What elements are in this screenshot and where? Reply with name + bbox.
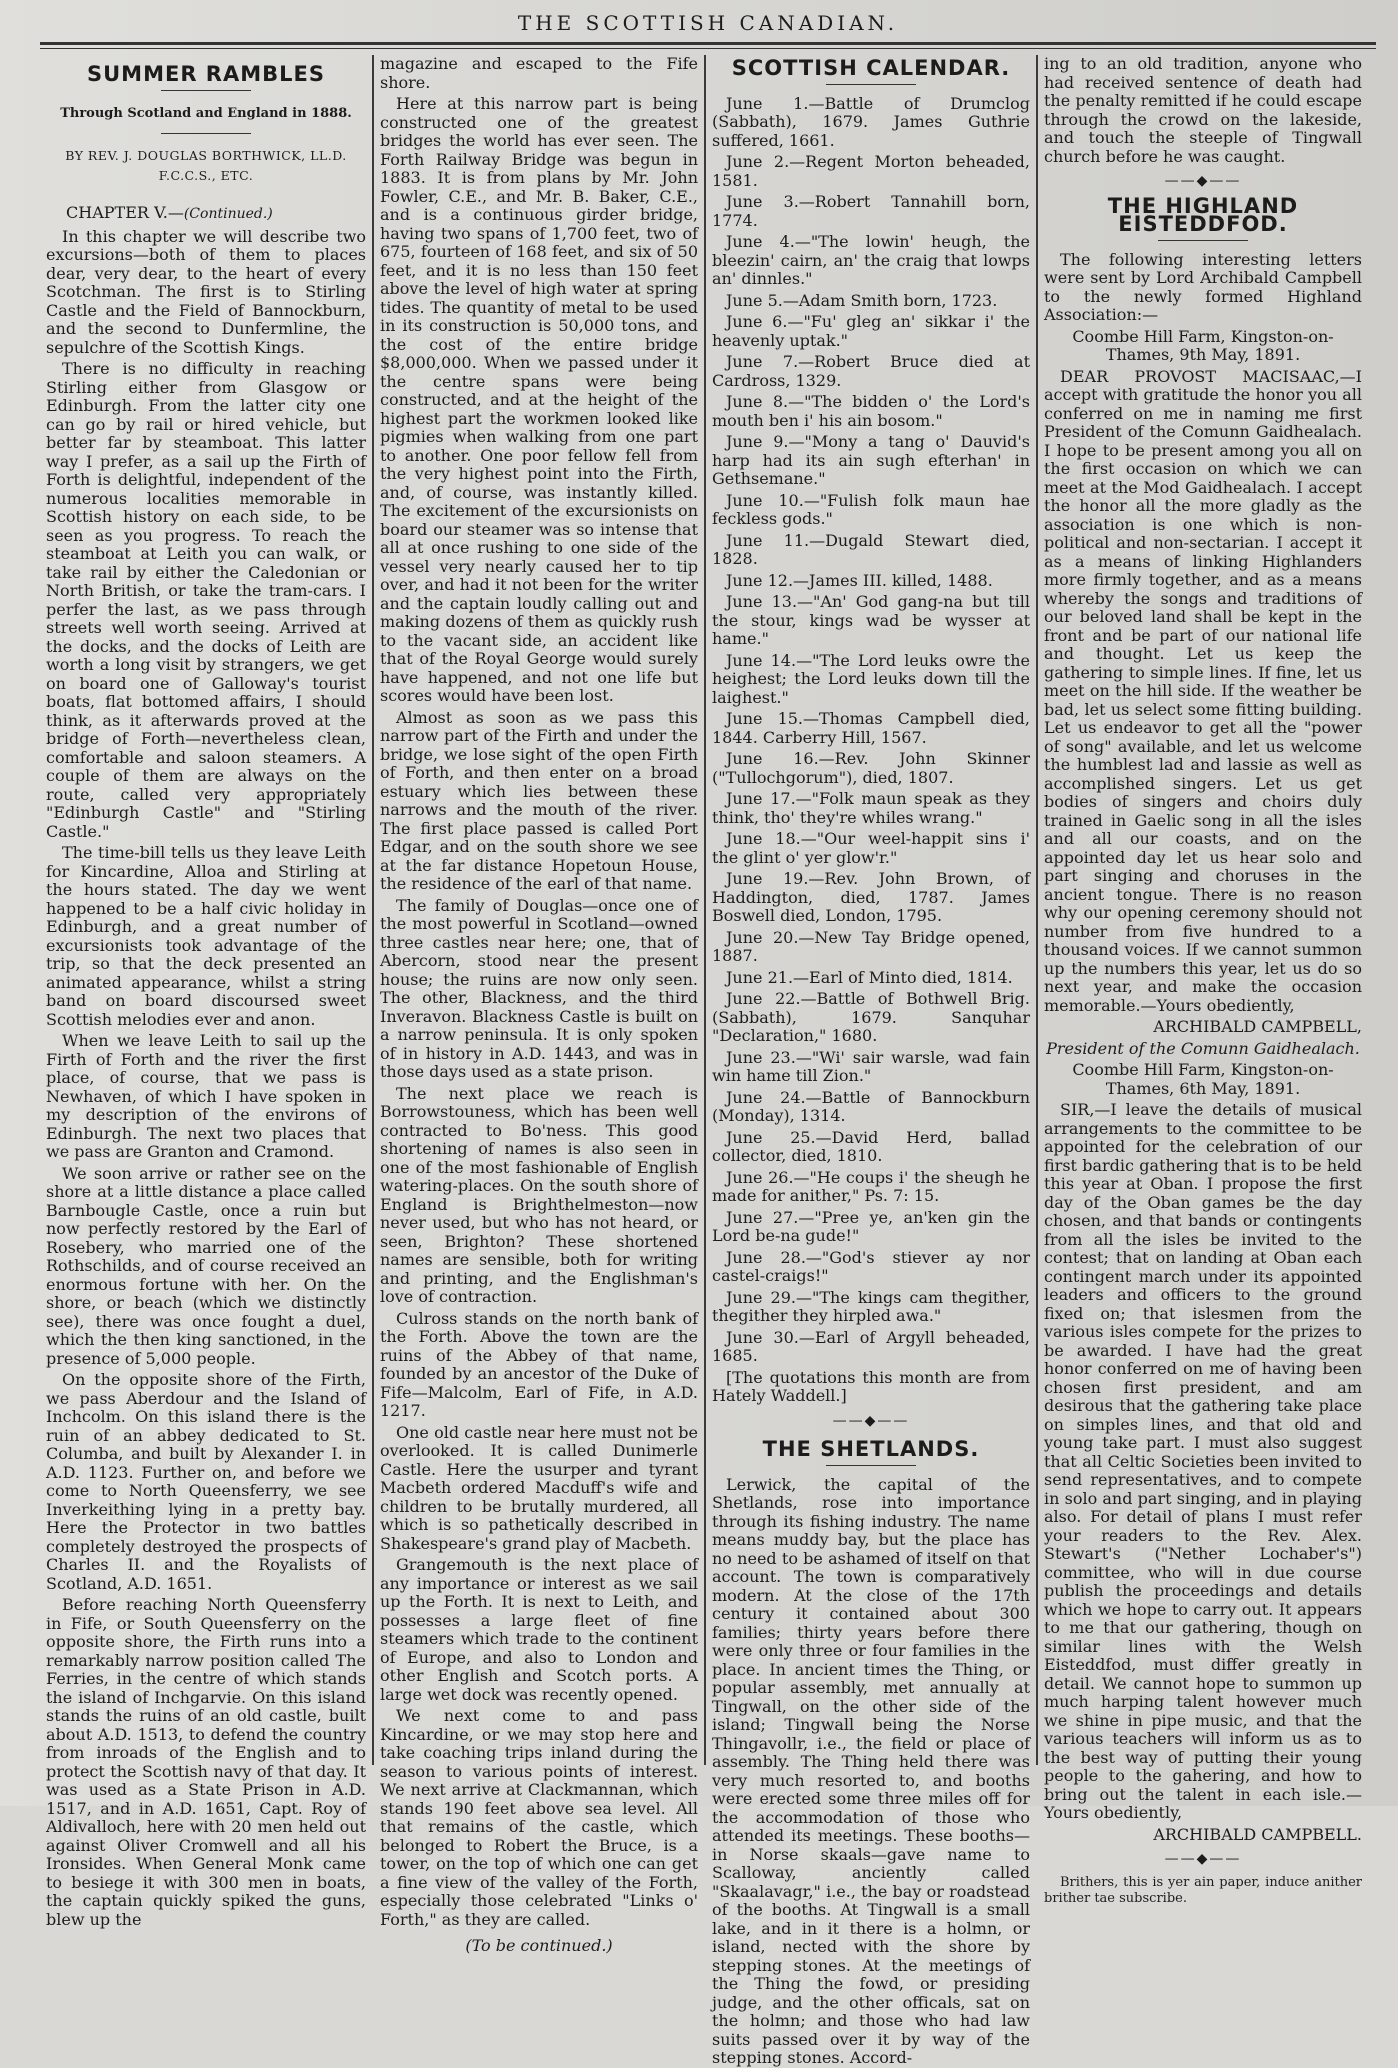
calendar-entry: June 7.—Robert Bruce died at Cardross, 1329. bbox=[712, 352, 1030, 390]
shetlands-title: THE SHETLANDS. bbox=[762, 1437, 980, 1461]
calendar-entry: June 24.—Battle of Bannockburn (Monday), 1314. bbox=[712, 1087, 1030, 1125]
calendar-entry: June 30.—Earl of Argyll beheaded, 1685. bbox=[712, 1327, 1030, 1365]
calendar-entry: June 21.—Earl of Minto died, 1814. bbox=[726, 967, 1013, 987]
signature-title: President of the Comunn Gaidhealach. bbox=[1046, 1038, 1360, 1058]
calendar-title: SCOTTISH CALENDAR. bbox=[731, 56, 1011, 80]
columns bbox=[40, 54, 1376, 2067]
calendar-note: [The quotations this month are from Hately Waddell.] bbox=[712, 1367, 1030, 1405]
rambles-paragraph: The family of Douglas—once one of the most powerful in Scotland—owned three castles near here; one, that of Abercorn, stood near the present house; the ruins are now only seen. The other, Blackness, and the third Inveravon. Blackness Castle is built on a narrow peninsula. It is only spoken of in history in A.D. 1443, and was in those days used as a state prison. bbox=[380, 895, 698, 1081]
calendar-entry: June 8.—"The bidden o' the Lord's mouth ben i' his ain bosom." bbox=[712, 392, 1030, 430]
rambles-paragraph: In this chapter we will describe two excursions—both of them to places dear, very dear, to the heart of every Scotchman. The first is to Stirling Castle and the Field of Bannockburn, and the second to Dunfermline, the sepulchre of the Scottish Kings. bbox=[46, 226, 366, 357]
rambles-paragraph: On the opposite shore of the Firth, we pass Aberdour and the Island of Inchcolm. On this island there is the ruin of an abbey dedicated to St. Columba, and built by Alexander I. in A.D. 1123. Further on, and before we come to North Queensferry, we see Inverkeithing lying in a pretty bay. Here the Protector in two battles completely destroyed the prospects of Charles II. and the Royalists of Scotland, A.D. 1651. bbox=[46, 1370, 366, 1593]
rambles-paragraph: One old castle near here must not be overlooked. It is called Dunimerle Castle. Here the usurper and tyrant Macbeth ordered Macduff's wife and children to be brutally murdered, all which is so pathetically described in Shakespeare's grand play of Macbeth. bbox=[380, 1422, 698, 1553]
eisteddfod-title: THE HIGHLAND EISTEDDFOD. bbox=[1107, 193, 1299, 236]
eisteddfod-intro: The following interesting letters were sent by Lord Archibald Campbell to the newly formed Highland Association:— bbox=[1044, 249, 1362, 324]
letter-address: Coombe Hill Farm, Kingston-on-Thames, 9th May, 1891. bbox=[1072, 326, 1334, 364]
calendar-entry: June 18.—"Our weel-happit sins i' the glint o' yer glow'r." bbox=[712, 829, 1030, 867]
rambles-subtitle: Through Scotland and England in 1888. bbox=[60, 105, 352, 121]
rambles-paragraph: Here at this narrow part is being constructed one of the greatest bridges the world has ever seen. The Forth Railway Bridge was begun in 1883. It is from plans by Mr. John Fowler, C.E., and Mr. B. Baker, C.E., and is a continuous girder bridge, having two spans of 1,700 feet, two of 675, fourteen of 168 feet, and six of 50 feet, and it is no less than 150 feet above the level of high water at spring tides. The quantity of metal to be used in its construction is 50,000 tons, and the cost of the entire bridge $8,000,000. When we passed under it the centre spans were being constructed, and at the height of the highest part the workmen looked like pigmies when walking from one part to another. One poor fellow fell from the very highest point into the Firth, and, of course, was instantly killed. The excitement of the excursionists on board our steamer was so intense that all at once rushing to one side of the vessel very nearly caused her to tip over, and had it not been for the writer and the captain loudly calling out and making dozens of them as quickly rush to the vacant side, an accident like that of the Royal George would surely have happened, and not one life but scores would have been lost. bbox=[380, 94, 698, 705]
masthead: THE SCOTTISH CANADIAN. bbox=[517, 11, 899, 35]
column-3 bbox=[704, 55, 1036, 2067]
letter-signature: ARCHIBALD CAMPBELL. bbox=[1153, 1824, 1362, 1844]
calendar-entry: June 22.—Battle of Bothwell Brig. (Sabbath), 1679. Sanquhar "Declaration," 1680. bbox=[712, 989, 1030, 1045]
calendar-entry: June 19.—Rev. John Brown, of Haddington, died, 1787. James Boswell died, London, 1795. bbox=[712, 869, 1030, 925]
calendar-entry: June 10.—"Fulish folk maun hae feckless gods." bbox=[712, 490, 1030, 528]
letter-body: DEAR PROVOST MACISAAC,—I accept with gratitude the honor you all conferred on me in naming me first President of the Comunn Gaidhealach. I hope to be present among you all on the first occasion on which we can meet at the Mod Gaidhealach. I accept the honor all the more gladly as the association is one which is non-political and non-sectarian. I accept it as a means of linking Highlanders more firmly together, and as a means whereby the songs and traditions of our beloved land shall be kept in the front and be part of our national life and thought. Let us keep the gathering to simple lines. If fine, let us meet on the hill side. If the weather be bad, let us select some fitting building. Let us endeavor to get all the "power of song" available, and let us welcome the humblest lad and lassie as well as accomplished singers. Let us get bodies of singers and choirs duly trained in Gaelic song in all the isles and all our coasts, and on the appointed day let us hear solo and part singing and choruses in the ancient tongue. There is no reason why our opening ceremony should not number from five hundred to a thousand voices. If we cannot summon up the numbers this year, let us do so next year, and make the occasion memorable.—Yours obediently, bbox=[1044, 366, 1362, 1015]
calendar-entry: June 26.—"He coups i' the sheugh he made for anither," Ps. 7: 15. bbox=[712, 1167, 1030, 1205]
divider bbox=[161, 133, 251, 134]
calendar-entry: June 14.—"The Lord leuks owre the heighest; the Lord leuks down till the laighest." bbox=[712, 650, 1030, 707]
calendar-entry: June 12.—James III. killed, 1488. bbox=[726, 570, 993, 590]
rambles-paragraph: When we leave Leith to sail up the Firth of Forth and the river the first place, of course, that we pass is Newhaven, of which I have spoken in my description of the environs of Edinburgh. The next two places that we pass are Granton and Cramond. bbox=[46, 1031, 366, 1161]
rambles-paragraph: Grangemouth is the next place of any importance or interest as we sail up the Forth. It is next to Leith, and possesses a large fleet of fine steamers which trade to the continent of Europe, and also to London and other English and Scotch ports. A large wet dock was recently opened. bbox=[380, 1555, 698, 1704]
ornament-divider: ——◆—— bbox=[1164, 173, 1242, 189]
rambles-paragraph: Almost as soon as we pass this narrow part of the Firth and under the bridge, we lose sight of the open Firth of Forth, and then enter on a broad estuary which lies between these narrows and the mouth of the river. The first place passed is called Port Edgar, and on the south shore we see at the far distance Hopetoun House, the residence of the earl of that name. bbox=[380, 707, 698, 893]
byline-line-2: F.C.C.S., ETC. bbox=[158, 168, 254, 183]
calendar-entry: June 2.—Regent Morton beheaded, 1581. bbox=[712, 152, 1030, 190]
divider bbox=[1158, 240, 1248, 241]
calendar-entry: June 5.—Adam Smith born, 1723. bbox=[726, 290, 998, 310]
rambles-paragraph: We soon arrive or rather see on the shore at a little distance a place called Barnbougle Castle, once a ruin but now perfectly restored by the Earl of Rosebery, who married one of the Rothschilds, and of course received an enormous fortune with her. On the shore, or beach (which we distinctly see), there was once fought a duel, which the then king sanctioned, in the presence of 5,000 people. bbox=[46, 1163, 366, 1368]
calendar-entry: June 17.—"Folk maun speak as they think, tho' they're whiles wrang." bbox=[712, 789, 1030, 827]
byline-line-1: BY REV. J. DOUGLAS BORTHWICK, LL.D. bbox=[65, 148, 347, 163]
calendar-entry: June 15.—Thomas Campbell died, 1844. Carberry Hill, 1567. bbox=[712, 709, 1030, 747]
calendar-entry: June 16.—Rev. John Skinner ("Tullochgorum"), died, 1807. bbox=[712, 749, 1030, 787]
letter-signature: ARCHIBALD CAMPBELL, bbox=[1153, 1017, 1362, 1036]
letter-address: Coombe Hill Farm, Kingston-on-Thames, 6th May, 1891. bbox=[1072, 1060, 1334, 1098]
rambles-paragraph: Before reaching North Queensferry in Fife, or South Queensferry on the opposite shore, the Firth runs into a remarkably narrow position called The Ferries, in the centre of which stands the island of Inchgarvie. On this island stands the ruins of an old castle, built about A.D. 1513, to defend the country from inroads of the English and to protect the Scottish navy of that day. It was used as a State Prison in A.D. 1517, and in A.D. 1651, Capt. Roy of Aldivalloch, here with 20 men held out against Oliver Cromwell and all his Ironsides. When General Monk came to besiege it with 300 men in boats, the captain quickly spiked the guns, blew up the bbox=[46, 1595, 366, 1929]
shetlands-paragraph: Lerwick, the capital of the Shetlands, rose into importance through its fishing industry. The name means muddy bay, but the place has no need to be ashamed of itself on that account. The town is comparatively modern. At the close of the 17th century it contained about 300 families; thirty years before there were only three or four families in the place. In ancient times the Thing, or popular assembly, met annually at Tingwall, on the other side of the island; Tingwall being the Norse Thingavollr, i.e., the field or place of assembly. The Thing held there was very much resorted to, and booths were erected some three miles off for the accommodation of those who attended its meetings. These booths—in Norse skaals—gave name to Scalloway, anciently called "Skaalavagr," i.e., the bay or roadstead of the booths. At Tingwall is a small lake, and in it there is a holmn, or island, nected with the shore by stepping stones. At the meetings of the Thing the fowd, or presiding judge, and the other officals, sat on the holmn; and those who had law suits passed over it by way of the stepping stones. Accord- bbox=[712, 1474, 1030, 2067]
calendar-entry: June 20.—New Tay Bridge opened, 1887. bbox=[712, 927, 1030, 965]
calendar-entry: June 6.—"Fu' gleg an' sikkar i' the heavenly uptak." bbox=[712, 312, 1030, 350]
rambles-title: SUMMER RAMBLES bbox=[87, 62, 325, 86]
calendar-entry: June 27.—"Pree ye, an'ken gin the Lord be-na gude!" bbox=[712, 1207, 1030, 1245]
calendar-entry: June 25.—David Herd, ballad collector, died, 1810. bbox=[712, 1127, 1030, 1165]
calendar-entry: June 13.—"An' God gang-na but till the stour, kings wad be wysser at hame." bbox=[712, 592, 1030, 648]
calendar-entry: June 4.—"The lowin' heugh, the bleezin' cairn, an' the craig that lowps an' dinnles." bbox=[712, 232, 1030, 288]
masthead-rule bbox=[40, 42, 1376, 49]
rambles-byline bbox=[46, 146, 366, 186]
ornament-divider: ——◆—— bbox=[1164, 1851, 1242, 1867]
calendar-entry: June 9.—"Mony a tang o' Dauvid's harp had its ain sugh efterhan' in Gethsemane." bbox=[712, 432, 1030, 488]
column-1 bbox=[40, 55, 372, 1929]
rambles-paragraph: The time-bill tells us they leave Leith for Kincardine, Alloa and Stirling at the hours stated. The day we went happened to be a half civic holiday in Edinburgh, and a great number of excursionists took advantage of the trip, so that the deck presented an animated appearance, whilst a string band on board discoursed sweet Scottish melodies ever and anon. bbox=[46, 843, 366, 1029]
calendar-entry: June 11.—Dugald Stewart died, 1828. bbox=[712, 530, 1030, 568]
divider bbox=[826, 1465, 916, 1466]
footer-note: Brithers, this is yer ain paper, induce anither brither tae subscribe. bbox=[1044, 1874, 1362, 1906]
calendar-entry: June 28.—"God's stiever ay nor castel-craigs!" bbox=[712, 1247, 1030, 1285]
chapter-heading bbox=[66, 204, 366, 224]
calendar-list bbox=[712, 95, 1030, 1366]
divider bbox=[161, 90, 251, 91]
rambles-paragraph: Culross stands on the north bank of the Forth. Above the town are the ruins of the Abbey of that name, founded by an ancestor of the Duke of Fife—Malcolm, Earl of Fife, in A.D. 1217. bbox=[380, 1308, 698, 1420]
chapter-label: CHAPTER V.— bbox=[66, 203, 184, 222]
rambles-paragraph: magazine and escaped to the Fife shore. bbox=[380, 54, 698, 92]
divider bbox=[826, 84, 916, 85]
shetlands-paragraph: ing to an old tradition, anyone who had received sentence of death had the penalty remitted if he could escape through the crowd on the lakeside, and touch the steeple of Tingwall church before he was caught. bbox=[1044, 54, 1362, 166]
rambles-paragraph: The next place we reach is Borrowstouness, which has been well contracted to Bo'ness. This good shortening of names is also seen in one of the most fashionable of English watering-places. On the south shore of England is Brighthelmeston—now never used, but who has not heard, or seen, Brighton? These shortened names are sensible, both for writing and printing, and the Englishman's love of contraction. bbox=[380, 1083, 698, 1306]
to-be-continued: (To be continued.) bbox=[465, 1936, 613, 1955]
rambles-paragraph: We next come to and pass Kincardine, or we may stop here and take coaching trips inland during the season to various points of interest. We next arrive at Clackmannan, which stands 190 feet above sea level. All that remains of the castle, which belonged to Robert the Bruce, is a tower, on the top of which one can get a fine view of the valley of the Forth, especially those celebrated "Links o' Forth," as they are called. bbox=[380, 1706, 698, 1929]
chapter-note: (Continued.) bbox=[183, 206, 273, 222]
calendar-entry: June 23.—"Wi' sair warsle, wad fain win hame till Zion." bbox=[712, 1047, 1030, 1085]
calendar-entry: June 3.—Robert Tannahill born, 1774. bbox=[712, 192, 1030, 230]
letter-body: SIR,—I leave the details of musical arrangements to the committee to be appointed for the celebration of our first bardic gathering that is to be held this year at Oban. I propose the first day of the Oban games be the day chosen, and that bands or contingents from all the isles be invited to the contest; that on landing at Oban each contingent march under its appointed leaders and officers to the ground fixed on; that islesmen from the various isles compete for the prizes to be awarded. I have had the great honor conferred on me of having been chosen first president, and am desirous that the gathering take place on simples lines, and that old and young take part. I must also suggest that all Celtic Societies been invited to send representatives, and to compete in solo and part singing, and in playing also. For detail of plans I must refer your readers to the Rev. Alex. Stewart's ("Nether Lochaber's") committee, who will in due course publish the proceedings and details which we hope to carry out. It appears to me that our gathering, though on similar lines with the Welsh Eisteddfod, must differ greatly in detail. We cannot hope to summon up much harping talent however much we shine in pipe music, and that the various teachers will inform us as to the best way of putting their young people to the gahering, and how to bring out the talent in each isle.—Yours obediently, bbox=[1044, 1100, 1362, 1822]
rambles-paragraph: There is no difficulty in reaching Stirling either from Glasgow or Edinburgh. From the latter city one can go by rail or hired vehicle, but better far by steamboat. This latter way I prefer, as a sail up the Firth of Forth is delightful, independent of the numerous localities memorable in Scottish history on each side, to be seen as you progress. To reach the steamboat at Leith you can walk, or take rail by either the Caledonian or North British, or take the tram-cars. I perfer the last, as we pass through streets well worth seeing. Arrived at the docks, and the docks of Leith are worth a long visit by strangers, we get on board one of Galloway's tourist boats, flat bottomed affairs, I should think, as it afterwards proved at the bridge of Forth—nevertheless clean, comfortable and saloon steamers. A couple of them are always on the route, called very appropriately "Edinburgh Castle" and "Stirling Castle." bbox=[46, 359, 366, 841]
column-4 bbox=[1036, 54, 1368, 1906]
calendar-entry: June 29.—"The kings cam thegither, thegither they hirpled awa." bbox=[712, 1287, 1030, 1325]
column-2 bbox=[372, 54, 704, 1955]
ornament-divider: ——◆—— bbox=[832, 1412, 910, 1429]
calendar-entry: June 1.—Battle of Drumclog (Sabbath), 1679. James Guthrie suffered, 1661. bbox=[712, 93, 1030, 150]
